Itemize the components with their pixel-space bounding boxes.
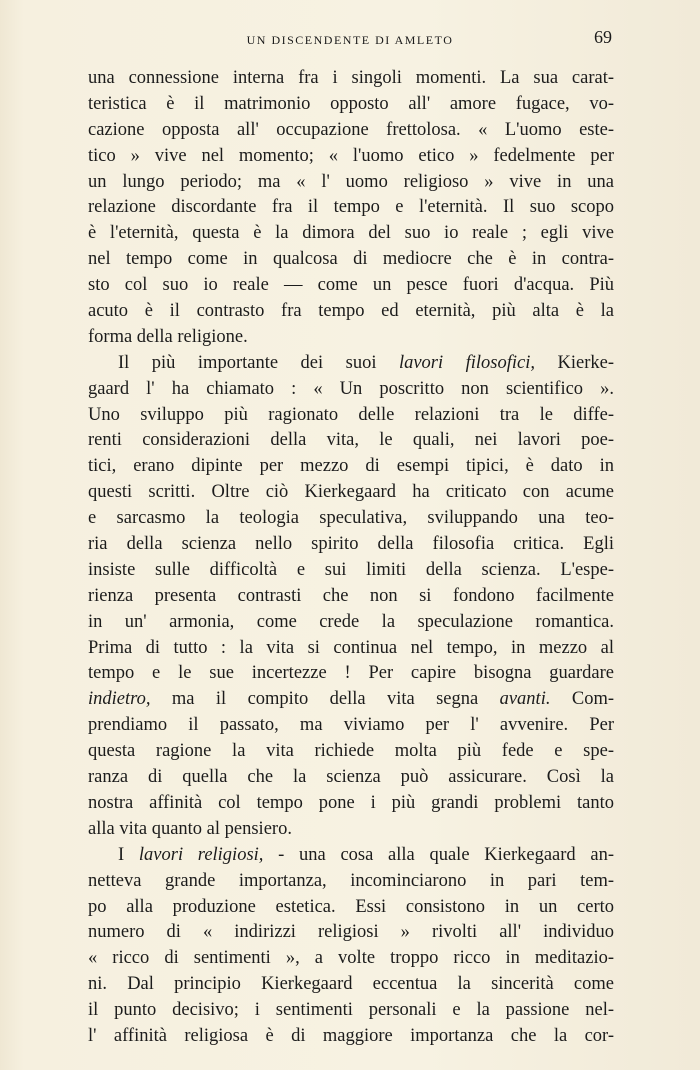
- text-line: è l'eternità, questa è la dimora del suo io reale ; egli vive: [88, 223, 614, 244]
- page-number: 69: [594, 27, 612, 47]
- text-line: in un' armonia, come crede la speculazione romantica.: [88, 611, 614, 632]
- text-line: tici, erano dipinte per mezzo di esempi tipici, è dato in: [88, 456, 614, 477]
- text-line: ranza di quella che la scienza può assicurare. Così la: [88, 767, 614, 788]
- text-line: questa ragione la vita richiede molta più fede e spe-: [88, 741, 614, 762]
- italic-phrase: indietro,: [88, 689, 151, 710]
- text-line: alla vita quanto al pensiero.: [88, 818, 292, 839]
- text-line-rich: indietro, ma il compito della vita segna avanti. Com-: [88, 689, 614, 710]
- text-line: cazione opposta all' occupazione frettolosa. « L'uomo este-: [88, 119, 614, 140]
- text-line: « ricco di sentimenti », a volte troppo ricco in meditazio-: [88, 948, 614, 969]
- italic-phrase: avanti.: [499, 689, 551, 710]
- text-line: netteva grande importanza, incominciarono in pari tem-: [88, 870, 614, 891]
- text-line: sto col suo io reale — come un pesce fuori d'acqua. Più: [88, 275, 614, 296]
- text-line: prendiamo il passato, ma viviamo per l' avvenire. Per: [88, 715, 614, 736]
- text-line: un lungo periodo; ma « l' uomo religioso » vive in una: [88, 171, 614, 192]
- text-line: tempo e le sue incertezze ! Per capire bisogna guardare: [88, 663, 614, 684]
- text-line: teristica è il matrimonio opposto all' amore fugace, vo-: [88, 93, 614, 114]
- text-line: questi scritti. Oltre ciò Kierkegaard ha criticato con acume: [88, 482, 614, 503]
- text-line: ni. Dal principio Kierkegaard eccentua la sincerità come: [88, 974, 614, 995]
- italic-phrase: lavori filosofici,: [398, 352, 536, 373]
- text-line: Uno sviluppo più ragionato delle relazioni tra le diffe-: [88, 404, 614, 425]
- text-line: forma della religione.: [88, 326, 248, 347]
- text-line: e sarcasmo la teologia speculativa, sviluppando una teo-: [88, 508, 614, 529]
- text-line-rich: I lavori religiosi, - una cosa alla quale Kierkegaard an-: [118, 844, 614, 865]
- italic-phrase: lavori religiosi,: [138, 844, 264, 865]
- text-line: una connessione interna fra i singoli momenti. La sua carat-: [88, 68, 614, 88]
- text-line: il punto decisivo; i sentimenti personali e la passione nel-: [88, 1000, 614, 1021]
- text-line: rienza presenta contrasti che non si fondono facilmente: [88, 585, 614, 606]
- body-text: [88, 66, 614, 1050]
- text-line: relazione discordante fra il tempo e l'eternità. Il suo scopo: [88, 197, 614, 218]
- text-line: ria della scienza nello spirito della filosofia critica. Egli: [88, 534, 614, 555]
- text-line: acuto è il contrasto fra tempo ed eternità, più alta è la: [88, 301, 614, 322]
- text-line: nostra affinità col tempo pone i più grandi problemi tanto: [88, 792, 614, 813]
- text-line: insiste sulle difficoltà e sui limiti della scienza. L'espe-: [88, 559, 614, 580]
- text-line: nel tempo come in qualcosa di mediocre che è in contra-: [88, 249, 614, 270]
- running-header: UN DISCENDENTE DI AMLETO: [246, 33, 454, 47]
- text-line: tico » vive nel momento; « l'uomo etico » fedelmente per: [88, 145, 614, 166]
- text-line: numero di « indirizzi religiosi » rivolti all' individuo: [88, 922, 614, 943]
- text-line: po alla produzione estetica. Essi consistono in un certo: [88, 896, 614, 917]
- text-line: Prima di tutto : la vita si continua nel tempo, in mezzo al: [88, 637, 614, 658]
- text-line-rich: Il più importante dei suoi lavori filosofici, Kierke-: [118, 352, 614, 373]
- text-line: gaard l' ha chiamato : « Un poscritto non scientifico ».: [88, 378, 614, 399]
- text-line: l' affinità religiosa è di maggiore importanza che la cor-: [88, 1025, 614, 1046]
- text-line: renti considerazioni della vita, le quali, nei lavori poe-: [88, 430, 614, 451]
